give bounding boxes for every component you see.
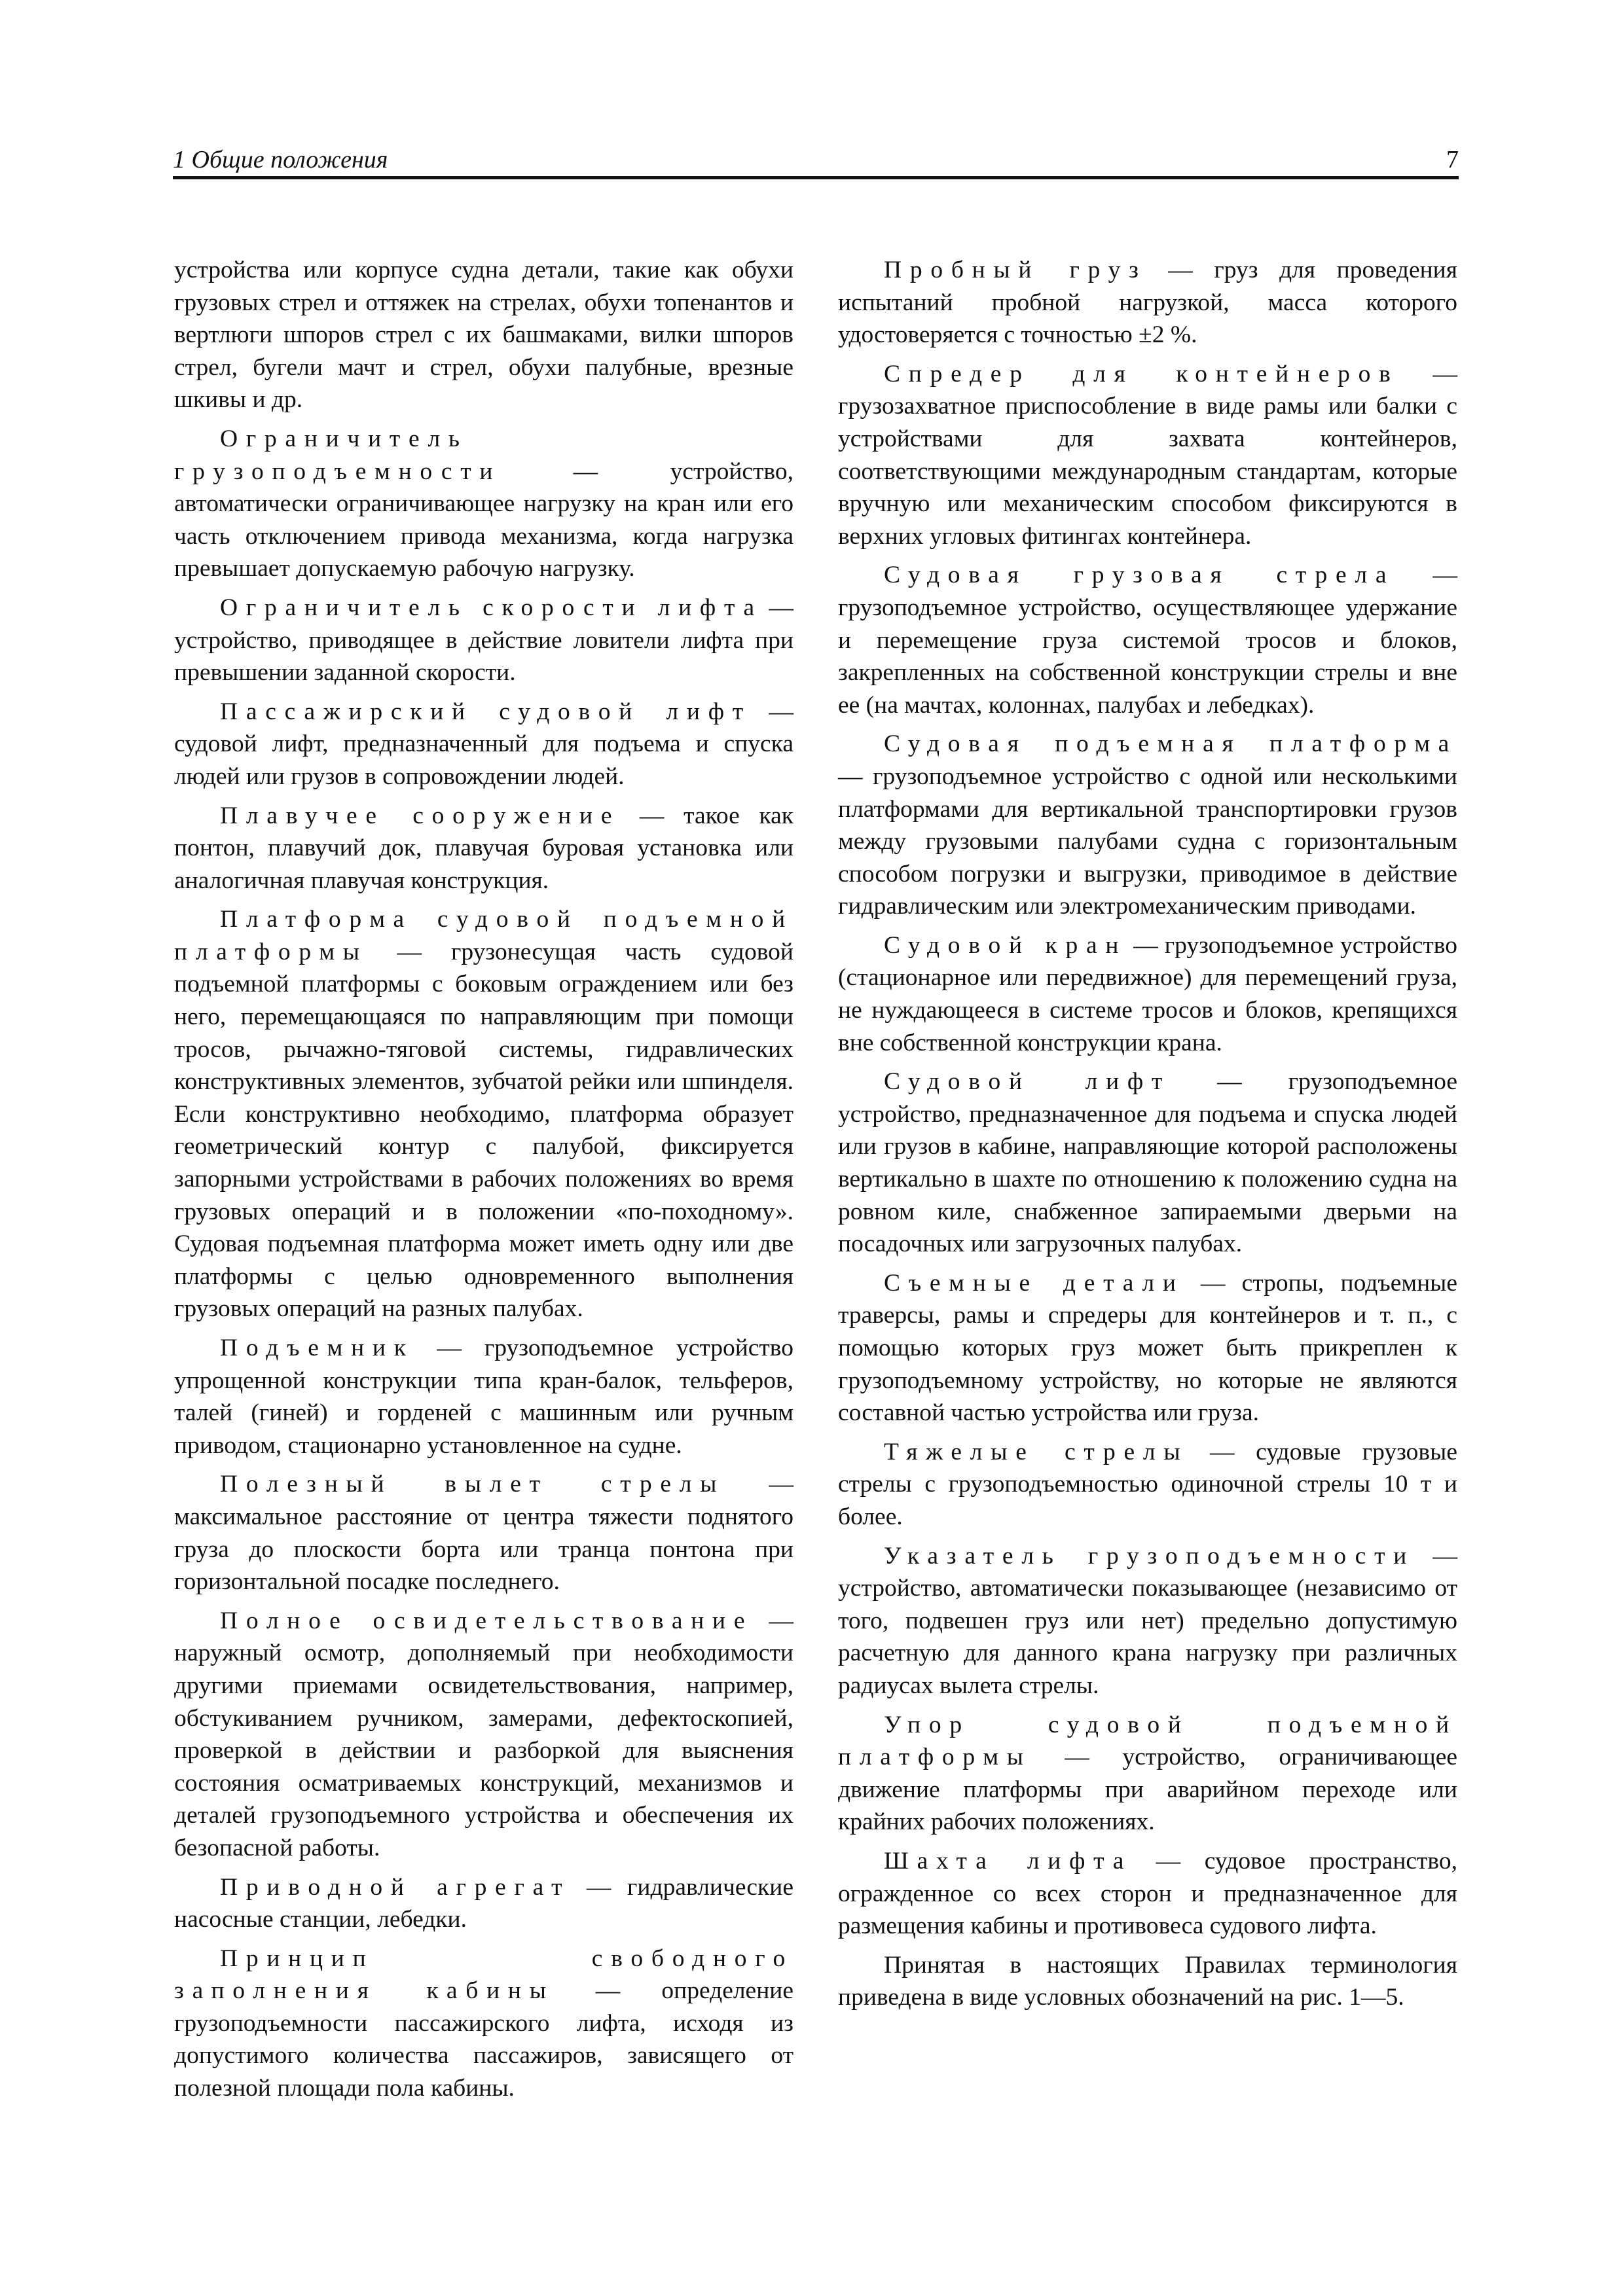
defined-term: Платформа судовой подъемной платформы: [174, 906, 793, 965]
definition-text: — груз для проведения испытаний пробной нагрузкой, масса которого удостоверяется с точностью ±2 %.: [838, 257, 1457, 349]
defined-term: Упор судовой подъемной платформы: [838, 1711, 1457, 1771]
definition-text: — наружный осмотр, дополняемый при необходимости другими приемами освидетельствования, например, обстукиванием ручником, замерами, дефектоскопией, проверкой в действии и разборкой для выяснения состояния осматриваемых конструкций, механизмов и деталей грузоподъемного устройства и обеспечения их безопасной работы.: [174, 1607, 794, 1861]
left-column: [174, 254, 793, 2111]
definition-text: — стропы, подъемные траверсы, рамы и спредеры для контейнеров и т. п., с помощью которых груз может быть прикреплен к грузоподъемному устройству, но которые не являются составной частью устройства или груза.: [838, 1269, 1457, 1427]
definition-paragraph: [838, 1540, 1457, 1702]
defined-term: Ограничитель скорости лифта: [220, 594, 763, 621]
definition-paragraph: [838, 559, 1457, 721]
definition-paragraph: [174, 1468, 793, 1598]
definition-paragraph: [838, 1709, 1457, 1839]
definition-text: Принятая в настоящих Правилах терминология приведена в виде условных обозначений на рис. 1—5.: [838, 1951, 1457, 2011]
definition-paragraph: [838, 358, 1457, 553]
definition-text: — грузонесущая часть судовой подъемной платформы с боковым ограждением или без него, перемещающаяся по направляющим при помощи тросов, рычажно-тяговой системы, гидравлических конструктивных элементов, зубчатой рейки или шпинделя. Если конструктивно необходимо, платформа образует геометрический контур с палубой, фиксируется запорными устройствами в рабочих положениях во время грузовых операций и в положении «по-походному». Судовая подъемная платформа может иметь одну или две платформы с целью одновременного выполнения грузовых операций на разных палубах.: [174, 938, 793, 1323]
defined-term: Полезный вылет стрелы: [220, 1471, 725, 1498]
defined-term: Ограничитель грузоподъемности: [174, 425, 501, 485]
definition-text: — максимальное расстояние от центра тяжести поднятого груза до плоскости борта или транца понтона при горизонтальной посадке последнего.: [174, 1471, 793, 1596]
definition-paragraph: [174, 254, 793, 416]
definition-text: — устройство, ограничивающее движение платформы при аварийном переходе или крайних рабочих положениях.: [838, 1744, 1457, 1836]
defined-term: Спредер для контейнеров: [884, 360, 1399, 387]
definition-paragraph: [838, 1949, 1457, 2014]
defined-term: Судовой лифт: [884, 1068, 1171, 1096]
defined-term: Шахта лифта: [884, 1847, 1133, 1874]
defined-term: Судовая подъемная платформа: [884, 730, 1457, 758]
defined-term: Принцип свободного заполнения кабины: [174, 1945, 793, 2005]
definition-text: — устройство, автоматически показывающее (независимо от того, подвешен груз или нет) предельно допустимую расчетную для данного крана нагрузку при различных радиусах вылета стрелы.: [838, 1542, 1457, 1699]
definition-paragraph: [838, 1066, 1457, 1261]
definition-paragraph: [838, 254, 1457, 351]
definition-text: — судовые грузовые стрелы с грузоподъемностью одиночной стрелы 10 т и более.: [838, 1438, 1457, 1530]
definition-text: устройства или корпусе судна детали, такие как обухи грузовых стрел и оттяжек на стрелах, обухи топенантов и вертлюги шпоров стрел с их башмаками, вилки шпоров стрел, бугели мачт и стрел, обухи палубные, врезные шкивы и др.: [174, 257, 793, 414]
definition-paragraph: [174, 1332, 793, 1462]
definition-paragraph: [174, 423, 793, 585]
definition-paragraph: [174, 1871, 793, 1936]
defined-term: Тяжелые стрелы: [884, 1438, 1189, 1465]
definition-paragraph: [174, 696, 793, 793]
definition-paragraph: [174, 1605, 793, 1865]
definition-text: — устройство, автоматически ограничивающее нагрузку на кран или его часть отключением привода механизма, когда нагрузка превышает допускаемую рабочую нагрузку.: [174, 457, 793, 583]
definition-paragraph: [174, 903, 793, 1325]
defined-term: Подъемник: [220, 1335, 414, 1361]
defined-term: Плавучее сооружение: [220, 802, 621, 829]
definition-text: — грузозахватное приспособление в виде рамы или балки с устройствами для захвата контейнеров, соответствующими международным стандартам, которые вручную или механическим способом фиксируются в верхних угловых фитингах контейнера.: [838, 360, 1458, 550]
page-number: 7: [1446, 146, 1459, 173]
definition-paragraph: [174, 592, 793, 689]
definition-text: — судовое пространство, огражденное со всех сторон и предназначенное для размещения кабины и противовеса судового лифта.: [838, 1847, 1457, 1940]
definition-paragraph: [838, 1845, 1457, 1943]
definition-text: — грузоподъемное устройство, осуществляющее удержание и перемещение груза системой тросов и блоков, закрепленных на собственной конструкции стрелы и вне ее (на мачтах, колоннах, палубах и лебедках).: [838, 562, 1458, 719]
definition-text: — устройство, приводящее в действие ловители лифта при превышении заданной скорости.: [174, 594, 793, 687]
definition-text: — судовой лифт, предназначенный для подъема и спуска людей или грузов в сопровождении людей.: [174, 698, 794, 790]
right-column: [838, 254, 1457, 2020]
definition-text: — такое как понтон, плавучий док, плавучая буровая установка или аналогичная плавучая конструкция.: [174, 802, 793, 894]
definition-paragraph: [838, 728, 1457, 923]
defined-term: Пробный груз: [884, 257, 1147, 283]
defined-term: Указатель грузоподъемности: [884, 1542, 1415, 1570]
definition-text: — определение грузоподъемности пассажирского лифта, исходя из допустимого количества пассажиров, зависящего от полезной площади пола кабины.: [174, 1977, 793, 2102]
definition-paragraph: [174, 1943, 793, 2105]
definition-text: — гидравлические насосные станции, лебедки.: [174, 1873, 793, 1933]
defined-term: Судовой кран: [884, 931, 1127, 959]
defined-term: Съемные детали: [884, 1269, 1184, 1297]
running-header: [173, 143, 1459, 179]
definition-paragraph: [174, 800, 793, 897]
defined-term: Пассажирский судовой лифт: [220, 698, 752, 725]
definition-text: — грузоподъемное устройство, предназначенное для подъема и спуска людей или грузов в кабине, направляющие которой расположены вертикально в шахте по отношению к положению судна на ровном киле, снабженное запираемыми дверьми на посадочных или загрузочных палубах.: [838, 1068, 1457, 1258]
definition-text: — грузоподъемное устройство с одной или несколькими платформами для вертикальной транспортировки грузов между грузовыми палубами судна с горизонтальным способом погрузки и выгрузки, приводимое в действие гидравлическим или электромеханическим приводами.: [838, 762, 1457, 920]
header-rule: [173, 176, 1459, 179]
defined-term: Полное освидетельствование: [220, 1607, 754, 1634]
definition-text: — грузоподъемное устройство упрощенной конструкции типа кран-балок, тельферов, талей (гиней) и горденей с машинным или ручным приводом, стационарно установленное на судне.: [174, 1335, 793, 1459]
definition-paragraph: [838, 929, 1457, 1059]
definition-paragraph: [838, 1267, 1457, 1429]
section-title: 1 Общие положения: [173, 146, 388, 173]
defined-term: Приводной агрегат: [220, 1873, 571, 1901]
definition-paragraph: [838, 1436, 1457, 1534]
definition-text: — грузоподъемное устройство (стационарное или передвижное) для перемещений груза, не нуждающееся в системе тросов и блоков, крепящихся вне собственной конструкции крана.: [838, 931, 1458, 1056]
defined-term: Судовая грузовая стрела: [884, 562, 1395, 589]
